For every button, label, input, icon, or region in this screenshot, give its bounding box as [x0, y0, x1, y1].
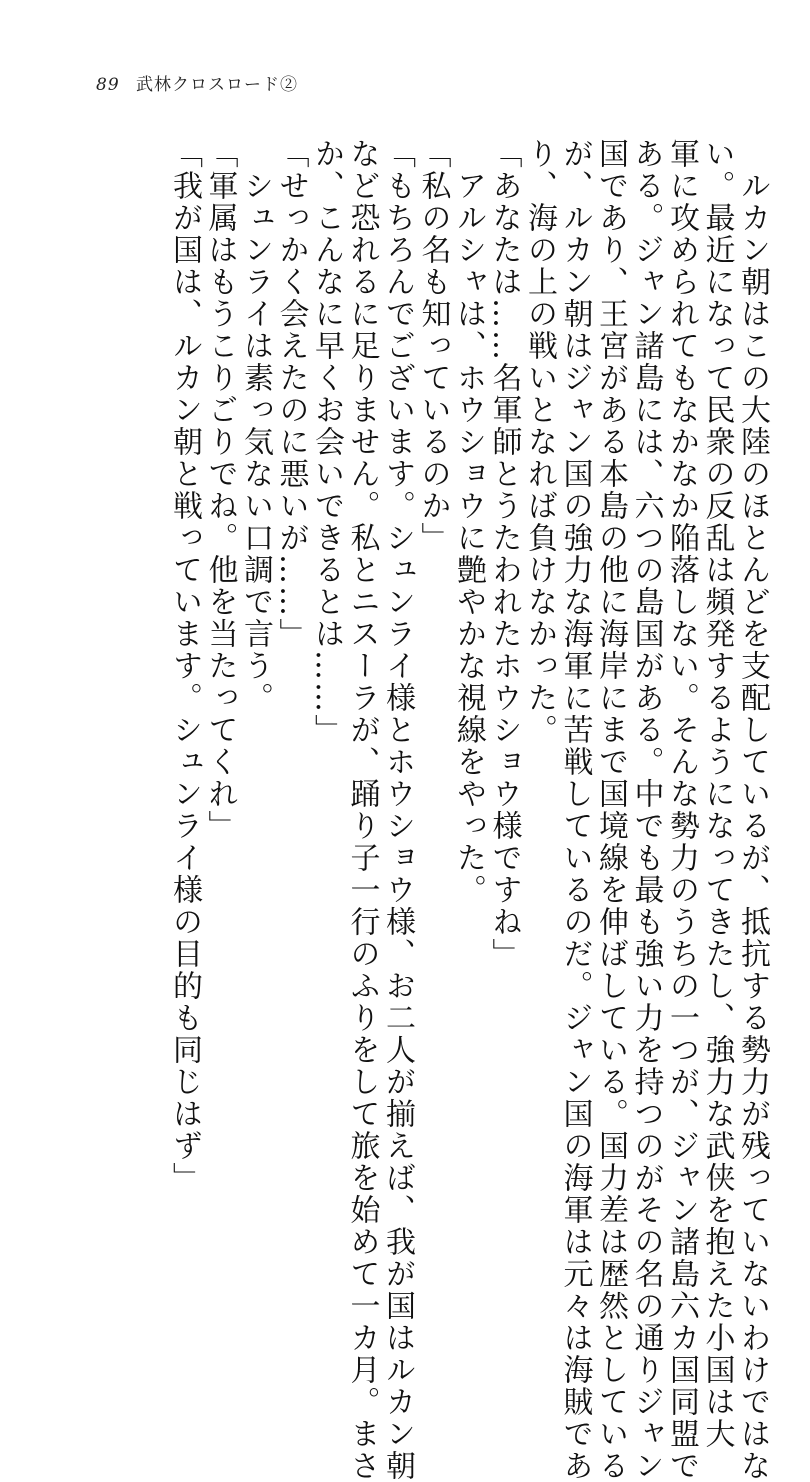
text-line: シュンライは素っ気ない口調で言う。	[238, 170, 273, 714]
text-line: ある。ジャン諸島には、六つの島国がある。中でも最も強い力を持つのがその名の通りジャン	[628, 138, 664, 1482]
running-header	[96, 70, 298, 95]
text-line: が、ルカン朝はジャン国の強力な海軍に苦戦しているのだ。ジャン国の海軍は元々は海賊であ	[557, 138, 593, 1482]
vertical-text-body	[167, 138, 771, 1482]
text-line: 「軍属はもうこりごりでね。他を当たってくれ」	[202, 138, 238, 842]
book-title: 武林クロスロード②	[136, 75, 299, 95]
text-line: い。最近になって民衆の反乱は頻発するようになってきたし、強力な武侠を抱えた小国は大	[699, 138, 735, 1450]
text-line: 「私の名も知っているのか」	[415, 138, 451, 554]
text-line: 「我が国は、ルカン朝と戦っています。シュンライ様の目的も同じはず」	[167, 138, 202, 1194]
text-line: アルシャは、ホウショウに艶やかな視線をやった。	[451, 170, 486, 906]
text-line: 「あなたは……名軍師とうたわれたホウショウ様ですね」	[486, 138, 522, 970]
text-line: 国であり、王宮がある本島の他に海岸にまで国境線を伸ばしている。国力差は歴然としている	[593, 138, 628, 1482]
text-line: 「もちろんでございます。シュンライ様とホウショウ様、お二人が揃えば、我が国はルカン朝	[380, 138, 415, 1482]
text-line: 「せっかく会えたのに悪いが……」	[273, 138, 309, 650]
text-line: など恐れるに足りません。私とニスーラが、踊り子一行のふりをして旅を始めて一カ月。まさ	[344, 138, 380, 1482]
page-number: 89	[96, 75, 120, 95]
text-line: か、こんなに早くお会いできるとは……」	[309, 138, 344, 746]
text-line: り、海の上の戦いとなれば負けなかった。	[522, 138, 557, 746]
text-line: 軍に攻められてもなかなか陥落しない。そんな勢力のうちの一つが、ジャン諸島六カ国同盟で	[664, 138, 699, 1482]
text-line: ルカン朝はこの大陸のほとんどを支配しているが、抵抗する勢力が残っていないわけではな	[735, 170, 770, 1482]
